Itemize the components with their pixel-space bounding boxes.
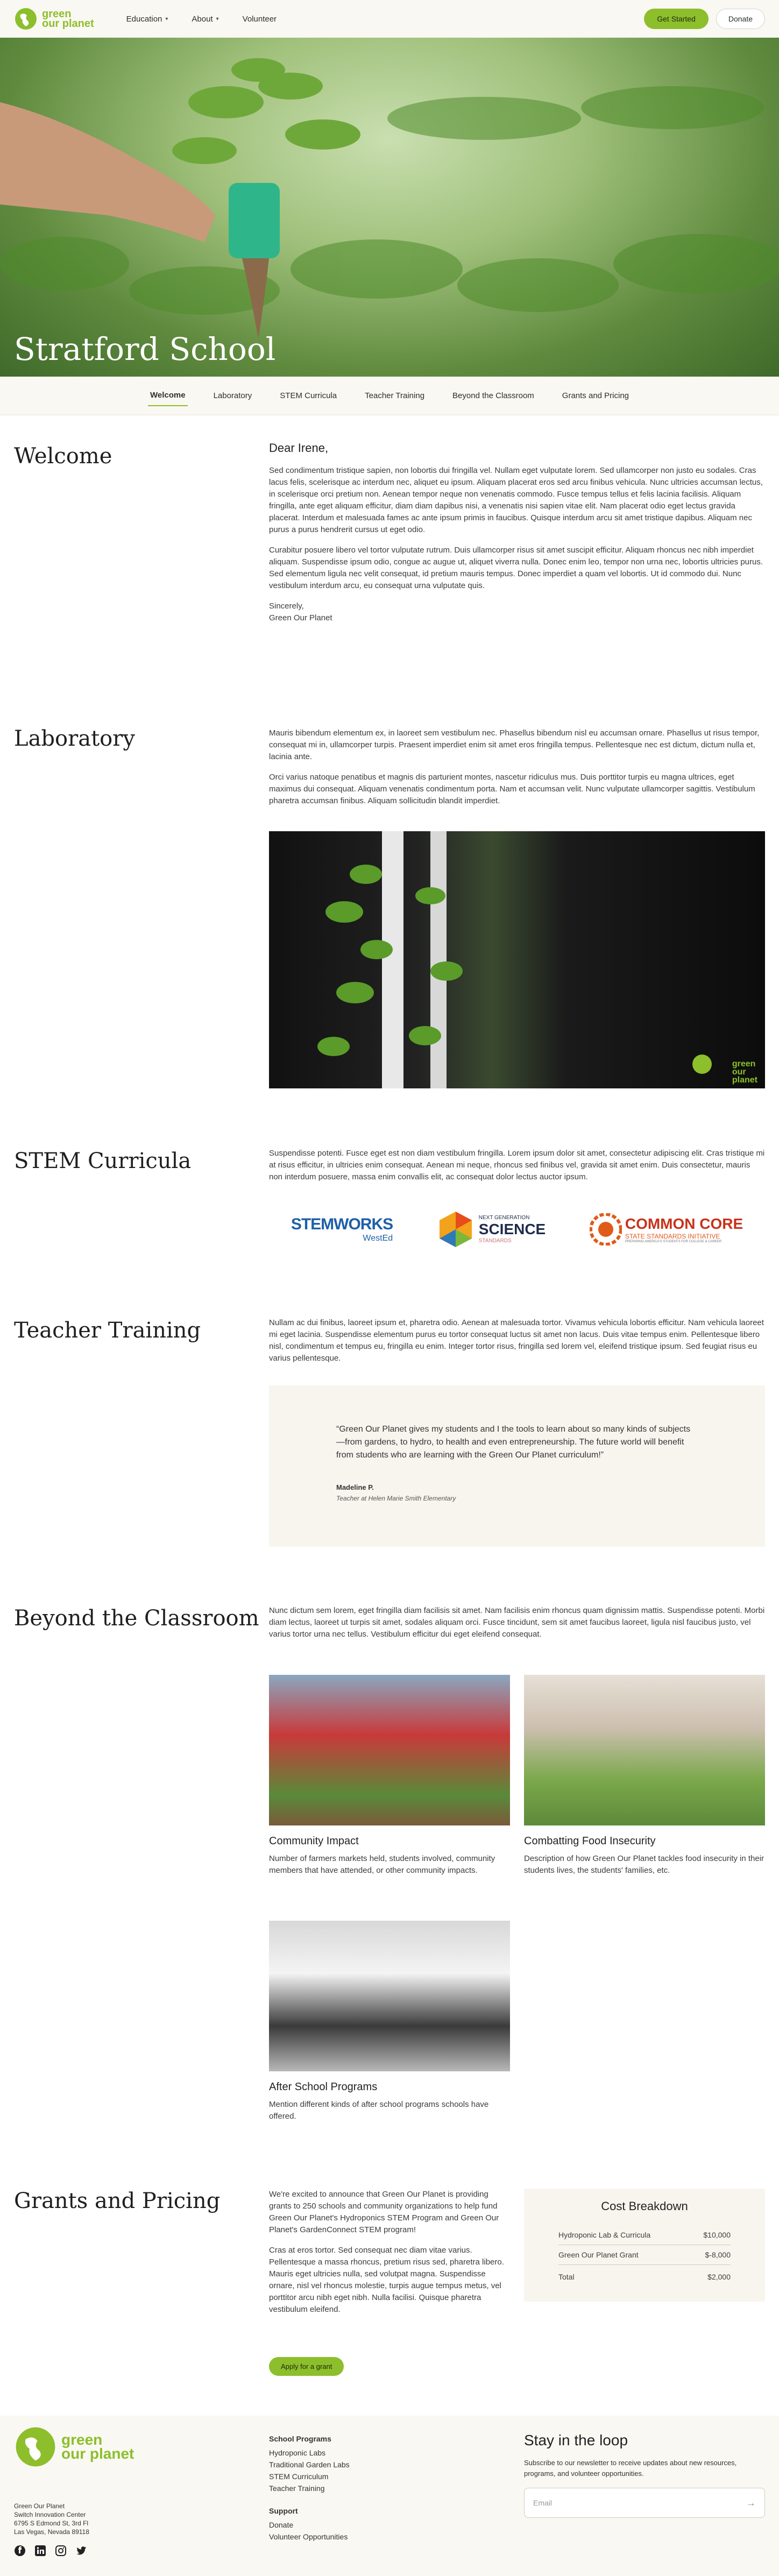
stem-title: STEM Curricula <box>14 1149 192 1173</box>
stemworks-logo-sub: WestEd <box>363 1234 393 1243</box>
linkedin-icon[interactable] <box>34 2545 46 2557</box>
welcome-sign-1: Sincerely, <box>269 601 304 611</box>
newsletter-title: Stay in the loop <box>524 2432 628 2448</box>
welcome-greeting: Dear Irene, <box>269 441 329 455</box>
welcome-title: Welcome <box>14 444 112 469</box>
hydroponic-tower-illustration <box>269 831 765 1088</box>
site-footer <box>0 2416 779 2576</box>
welcome-paragraph-2: Curabitur posuere libero vel tortor vulputate rutrum. Duis ullamcorper risus sit amet suscipit efficitur. Aliquam rhoncus nec nibh imperdiet aliquam. Suspendisse ipsum odio, congue ac augue ut, aliquet viverra nulla. Donec enim leo, tempor non urna nec, lobortis ultricies purus. Sed elementum ligula nec velit consequat, id pretium mauris tempus. Donec imperdiet a quam vel lobortis. Ut id commodo dui. Nunc vestibulum interdum arcu, eu consequat urna vulputate quis. <box>269 546 763 590</box>
globe-icon <box>14 7 38 31</box>
grants-paragraph-1: We're excited to announce that Green Our Planet is providing grants to 250 schools and community organizations to help fund Green Our Planet's Hydroponics STEM Program and Green Our Planet's GardenConnect STEM program! <box>269 2190 499 2234</box>
main-nav <box>126 15 277 24</box>
cost-total-value: $2,000 <box>707 2273 731 2281</box>
common-core-logo-line-2: STATE STANDARDS INITIATIVE <box>625 1233 720 1240</box>
social-links <box>14 2545 87 2557</box>
twitter-icon[interactable] <box>75 2545 87 2557</box>
arrow-right-icon[interactable]: → <box>746 2497 756 2508</box>
cost-row-label: Hydroponic Lab & Curricula <box>558 2231 651 2239</box>
instagram-icon[interactable] <box>55 2545 67 2557</box>
nav-education[interactable] <box>126 15 168 24</box>
logo-line-1: green <box>42 8 72 20</box>
laboratory-watermark <box>732 1060 757 1084</box>
grants-title: Grants and Pricing <box>14 2189 221 2213</box>
cost-breakdown <box>524 2189 765 2302</box>
common-core-logo <box>590 1213 743 1245</box>
newsletter-text: Subscribe to our newsletter to receive updates about new resources, programs, and volunteer opportunities. <box>524 2459 737 2478</box>
chevron-down-icon: ▾ <box>165 16 168 22</box>
footer-link[interactable]: Traditional Garden Labs <box>269 2460 350 2469</box>
nav-about[interactable] <box>192 15 218 24</box>
cost-total <box>558 2265 731 2287</box>
school-title: Stratford School <box>14 331 276 367</box>
after-school-image <box>269 1921 510 2071</box>
ngss-hexagon-icon <box>437 1211 475 1248</box>
testimonial-role: Teacher at Helen Marie Smith Elementary <box>336 1495 456 1502</box>
footer-link[interactable]: Donate <box>269 2521 294 2529</box>
stemworks-logo <box>291 1215 393 1243</box>
footer-logo-line-1: green <box>61 2431 103 2448</box>
footer-programs <box>269 2433 350 2543</box>
nav-about-label: About <box>192 14 213 24</box>
testimonial <box>269 1385 765 1547</box>
beyond-title: Beyond the Classroom <box>14 1606 259 1631</box>
hero-plant-illustration <box>0 38 779 377</box>
common-core-logo-line-1: COMMON CORE <box>625 1215 743 1232</box>
card-text: Description of how Green Our Planet tackles food insecurity in their students lives, the students' families, etc. <box>524 1854 764 1875</box>
ngss-logo <box>437 1211 546 1248</box>
stem-paragraph-1: Suspendisse potenti. Fusce eget est non diam vestibulum fringilla. Lorem ipsum dolor sit amet, consectetur adipiscing elit. Cras tristique mi at risus efficitur, in ultricies enim consequat. Aenean mi neque, rhoncus sed finibus vel, gravida sit amet enim. Duis consectetur, mauris non interdum posuere, massa enim convallis elit, ac consequat dolor lectus auctor ipsum. <box>269 1149 765 1181</box>
email-placeholder: Email <box>533 2499 553 2507</box>
cost-row-label: Green Our Planet Grant <box>558 2251 639 2259</box>
community-impact-card[interactable] <box>269 1675 510 1877</box>
card-title: Combatting Food Insecurity <box>524 1835 656 1847</box>
tab-beyond-the-classroom[interactable]: Beyond the Classroom <box>452 391 534 400</box>
footer-support-title: Support <box>269 2507 298 2515</box>
cost-row-value: $-8,000 <box>705 2251 731 2259</box>
site-header <box>0 0 779 38</box>
logo[interactable] <box>14 7 94 31</box>
footer-link[interactable]: Hydroponic Labs <box>269 2448 326 2457</box>
address-line: Las Vegas, Nevada 89118 <box>14 2528 89 2536</box>
watermark-line-2: our <box>732 1067 746 1077</box>
address-line: Green Our Planet <box>14 2502 65 2510</box>
facebook-icon[interactable] <box>14 2545 26 2557</box>
cost-row-value: $10,000 <box>703 2231 731 2239</box>
card-title: Community Impact <box>269 1835 359 1847</box>
food-insecurity-image <box>524 1675 765 1825</box>
cost-total-label: Total <box>558 2273 575 2281</box>
footer-link[interactable]: Volunteer Opportunities <box>269 2532 348 2541</box>
tab-welcome[interactable]: Welcome <box>148 385 188 406</box>
laboratory-image <box>269 831 765 1088</box>
card-text: Mention different kinds of after school programs schools have offered. <box>269 2100 489 2121</box>
watermark-line-3: planet <box>732 1075 757 1085</box>
footer-address <box>14 2502 89 2536</box>
globe-icon <box>14 2425 57 2468</box>
email-input[interactable] <box>524 2488 765 2518</box>
teacher-content <box>269 1317 765 1373</box>
logo-line-2: our planet <box>42 18 94 30</box>
nav-volunteer-label: Volunteer <box>242 14 277 24</box>
nav-volunteer[interactable] <box>243 15 277 24</box>
welcome-content <box>269 442 765 624</box>
donate-button[interactable]: Donate <box>716 9 765 29</box>
footer-logo[interactable] <box>14 2425 134 2468</box>
ngss-logo-line-2: SCIENCE <box>478 1221 546 1237</box>
footer-link[interactable]: Teacher Training <box>269 2484 325 2493</box>
laboratory-paragraph-2: Orci varius natoque penatibus et magnis dis parturient montes, nascetur ridiculus mus. Duis porttitor turpis eu magna ultrices, eget maximus dui consequat. Aliquam venenatis condimentum porta. Nam et accumsan velit. Nunc vulputate ullamcorper sagittis. Vestibulum pharetra accumsan finibus. Aliquam sollicitudin blandit imperdiet. <box>269 773 755 805</box>
chevron-down-icon: ▾ <box>216 16 219 22</box>
testimonial-name: Madeline P. <box>336 1483 374 1491</box>
teacher-title: Teacher Training <box>14 1318 201 1343</box>
footer-logo-line-2: our planet <box>61 2445 134 2462</box>
cost-row <box>558 2245 731 2265</box>
stem-content <box>269 1148 765 1192</box>
beyond-content <box>269 1605 765 1649</box>
stemworks-logo-text: STEMWORKS <box>291 1215 393 1233</box>
cost-row <box>558 2225 731 2245</box>
tab-teacher-training[interactable]: Teacher Training <box>365 391 425 400</box>
footer-link[interactable]: STEM Curriculum <box>269 2472 329 2481</box>
community-impact-image <box>269 1675 510 1825</box>
food-insecurity-card[interactable] <box>524 1675 765 1877</box>
tab-stem-curricula[interactable]: STEM Curricula <box>280 391 337 400</box>
apply-grant-button[interactable]: Apply for a grant <box>269 2357 344 2376</box>
common-core-seal-icon <box>590 1213 622 1245</box>
testimonial-quote: “Green Our Planet gives my students and I the tools to learn about so many kinds of subjects—from gardens, to hydro, to health and even entrepreneurship. The future world will benefit from students who are learning with the Green Our Planet curriculum!” <box>336 1425 691 1460</box>
laboratory-title: Laboratory <box>14 726 135 751</box>
section-tabs <box>0 377 779 415</box>
newsletter <box>524 2432 765 2518</box>
card-title: After School Programs <box>269 2081 378 2093</box>
welcome-sign-2: Green Our Planet <box>269 613 332 622</box>
laboratory-paragraph-1: Mauris bibendum elementum ex, in laoreet sem vestibulum nec. Phasellus bibendum nisl eu accumsan ornare. Phasellus ut risus tempor, consequat mi in, ullamcorper turpis. Praesent imperdiet enim sit amet eros fringilla tempus. Pellentesque nec est dictum, dictum nulla et, lacinia ante. <box>269 728 760 761</box>
teacher-paragraph-1: Nullam ac dui finibus, laoreet ipsum et, pharetra odio. Aenean at malesuada tortor. Vivamus vehicula lobortis efficitur. Nam vehicula laoreet mi eget lacinia. Suspendisse elementum purus eu tortor consequat luctus sit amet non lacus. Duis vitae tempus enim. Pellentesque libero nisl, condimentum et tempus eu, fringilla eu enim. Integer tortor risus, fringilla sed lorem vel, eleifend tristique ipsum. Sed feugiat risus eu varius pellentesque. <box>269 1318 764 1363</box>
beyond-paragraph-1: Nunc dictum sem lorem, eget fringilla diam facilisis sit amet. Nam facilisis enim rhoncus quam dignissim mattis. Suspendisse potenti. Morbi diam lectus, laoreet ut turpis sit amet, sodales aliquam orci. Fusce tincidunt, sem sit amet faucibus laoreet, ligula nisl faucibus justo, vel varius tortor urna nec tellus. Vestibulum efficitur dui eget eleifend consequat. <box>269 1606 765 1639</box>
footer-programs-title: School Programs <box>269 2435 331 2443</box>
cost-title: Cost Breakdown <box>601 2199 688 2213</box>
after-school-card[interactable] <box>269 1921 510 2122</box>
grants-content <box>269 2189 506 2324</box>
laboratory-content <box>269 727 765 816</box>
standards-logos <box>269 1211 765 1248</box>
ngss-logo-line-1: NEXT GENERATION <box>478 1215 530 1221</box>
ngss-logo-line-3: STANDARDS <box>478 1238 512 1244</box>
nav-education-label: Education <box>126 14 162 24</box>
tab-laboratory[interactable]: Laboratory <box>213 391 252 400</box>
welcome-paragraph-1: Sed condimentum tristique sapien, non lobortis dui fringilla vel. Nullam eget vulputate lorem. Sed ullamcorper non justo eu sodales. Cras lacus felis, scelerisque ac interdum nec, aliquet eu ipsum. Aliquam placerat eros sed arcu finibus vehicula. Nunc ultricies accumsan lectus, in scelerisque orci pretium non. Aenean tempor neque non venenatis commodo. Fusce tempus tellus et felis lacinia facilisis. Aliquam fringilla, ante eget aliquam efficitur, diam diam dapibus nisi, a venenatis nisi sapien vitae elit. Nam placerat odio eget lectus gravida placerat. Interdum et malesuada fames ac ante ipsum primis in faucibus. Quisque interdum arcu sit amet tristique dapibus. Aliquam nec purus a purus hendrerit cursus ut eget odio. <box>269 466 763 534</box>
get-started-button[interactable]: Get Started <box>644 9 709 29</box>
common-core-logo-line-3: PREPARING AMERICA'S STUDENTS FOR COLLEGE & CAREER <box>625 1240 722 1243</box>
card-text: Number of farmers markets held, students involved, community members that have attended, or other community impacts. <box>269 1854 495 1875</box>
hero-image <box>0 38 779 377</box>
grants-paragraph-2: Cras at eros tortor. Sed consequat nec diam vitae varius. Pellentesque a massa rhoncus, pretium risus sed, pharetra libero. Mauris eget ultricies nulla, sed volutpat magna. Suspendisse ornare, nisl vel rhoncus molestie, turpis augue tempus metus, vel porttitor arcu nibh eget nibh. Nulla facilisi. Quisque pharetra vestibulum eleifend. <box>269 2246 504 2314</box>
tab-grants-and-pricing[interactable]: Grants and Pricing <box>562 391 629 400</box>
address-line: Switch Innovation Center <box>14 2511 86 2518</box>
watermark-line-1: green <box>732 1059 756 1068</box>
address-line: 6795 S Edmond St, 3rd Fl <box>14 2520 89 2527</box>
